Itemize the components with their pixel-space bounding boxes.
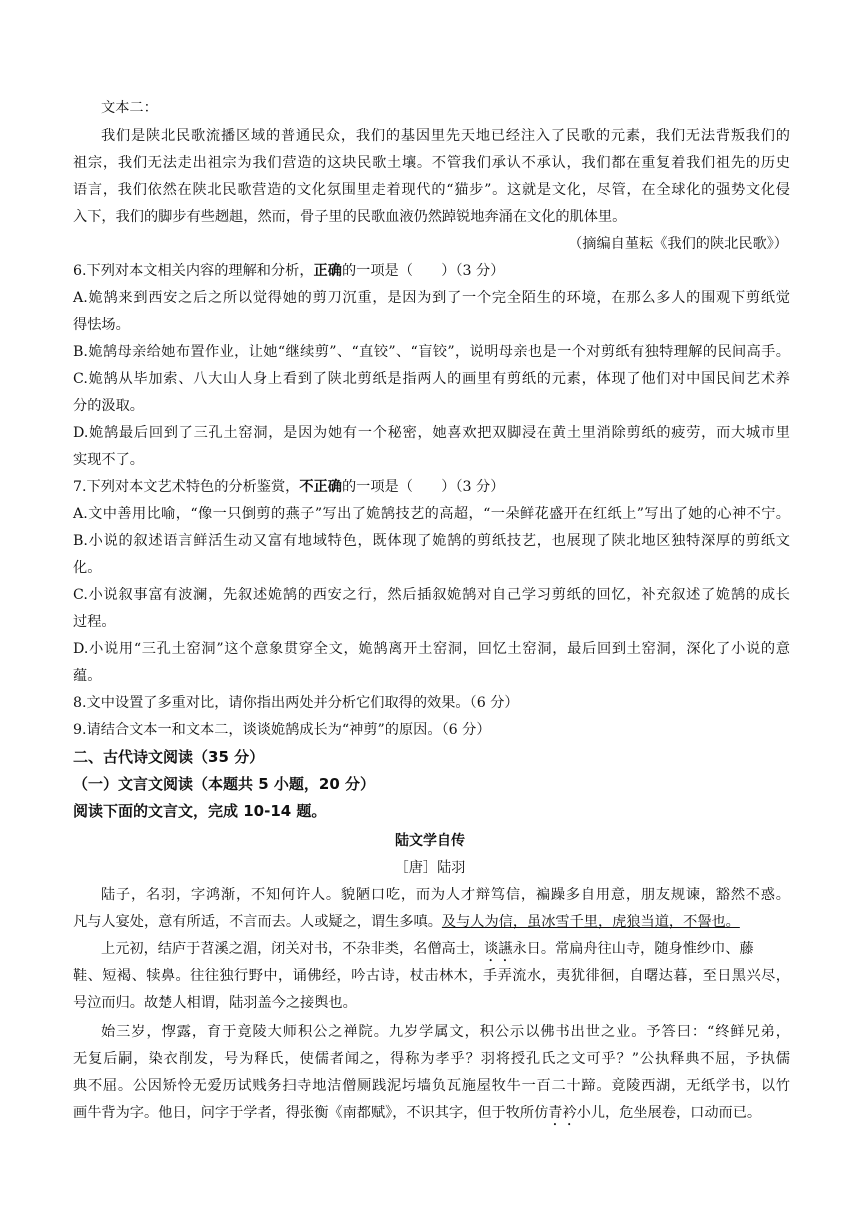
section-2-heading: 二、古代诗文阅读（35 分）	[73, 748, 265, 766]
subsection-1-heading: （一）文言文阅读（本题共 5 小题，20 分）	[73, 775, 375, 793]
text2-line-2: 祖宗，我们无法走出祖宗为我们营造的这块民歌土壤。不管我们承认不承认，我们都在重复着我们祖先的历史	[73, 155, 790, 171]
q8: 8.文中设置了多重对比，请你指出两处并分析它们取得的效果。（6 分）	[73, 695, 519, 711]
q7-stem-key: 不正确	[299, 479, 342, 495]
article-p2-line-2: 鞋、短褐、犊鼻。往往独行野中，诵佛经，吟古诗，杖击林木，手弄流水，夷犹徘徊，自曙达暮，至日黑兴尽，	[73, 968, 790, 984]
q6-stem: 6.下列对本文相关内容的理解和分析，正确的一项是（ ）（3 分）	[73, 263, 505, 279]
text2-heading: 文本二：	[101, 100, 158, 116]
article-author: ［唐］陆羽	[394, 860, 466, 876]
article-p2-line-1: 上元初，结庐于苕溪之湄，闭关对书，不杂非类，名僧高士，谈讌永日。常扁舟往山寺，随身惟纱巾、藤	[101, 941, 754, 957]
article-p1-line-1: 陆子，名羽，字鸿渐，不知何许人。貌陋口吃，而为人才辩笃信，褊躁多自用意，朋友规谏，豁然不惑。	[101, 887, 790, 903]
q6-option-d-line-2: 实现不了。	[73, 452, 144, 468]
q7-option-b-line-2: 化。	[73, 560, 102, 576]
q6-option-a-line-1: A.姽鹄来到西安之后之所以觉得她的剪刀沉重，是因为到了一个完全陌生的环境，在那么多人的围观下剪纸觉	[73, 290, 790, 306]
q7-option-c-line-2: 过程。	[73, 614, 116, 630]
article-p3-line-4: 画牛背为字。他日，问字于学者，得张衡《南都赋》，不识其字，但于牧所仿青衿小儿，危坐展卷，口动而已。	[73, 1105, 762, 1121]
q7-option-d-line-2: 蕴。	[73, 668, 102, 684]
article-title: 陆文学自传	[395, 833, 465, 849]
q6-option-b: B.姽鹄母亲给她布置作业，让她“继续剪”、“直铰”、“盲铰”，说明母亲也是一个对剪纸有独特理解的民间高手。	[73, 344, 790, 360]
text2-source: （摘编自堇耘《我们的陕北民歌》）	[568, 236, 788, 252]
reading-instruction: 阅读下面的文言文，完成 10-14 题。	[73, 802, 327, 820]
article-p3-line-3: 典不屈。公因矫怜无爱历试贱务扫寺地洁僧厕践泥圬墙负瓦施屋牧牛一百二十蹄。竟陵西湖，无纸学书，以竹	[73, 1078, 790, 1094]
underlined-sentence: 及与人为信，虽冰雪千里，虎狼当道，不諐也。	[441, 914, 740, 930]
q6-option-c-line-2: 分的汲取。	[73, 398, 144, 414]
q6-option-a-line-2: 得怯场。	[73, 317, 130, 333]
q9: 9.请结合文本一和文本二，谈谈姽鹄成长为“神剪”的原因。（6 分）	[73, 722, 491, 738]
q7-option-d-line-1: D.小说用“三孔土窑洞”这个意象贯穿全文，姽鹄离开土窑洞，回忆土窑洞，最后回到土窑洞，深化了小说的意	[73, 641, 790, 657]
q7-option-a: A.文中善用比喻，“像一只倒剪的燕子”写出了姽鹄技艺的高超，“一朵鲜花盛开在红纸上”写出了她的心神不宁。	[73, 506, 790, 522]
q7-option-b-line-1: B.小说的叙述语言鲜活生动又富有地域特色，既体现了姽鹄的剪纸技艺，也展现了陕北地区独特深厚的剪纸文	[73, 533, 790, 549]
text2-line-4: 入下，我们的脚步有些趔趄，然而，骨子里的民歌血液仍然踔锐地奔涌在文化的肌体里。	[73, 209, 627, 225]
q7-stem: 7.下列对本文艺术特色的分析鉴赏，不正确的一项是（ ）（3 分）	[73, 479, 505, 495]
text2-line-1: 我们是陕北民歌流播区域的普通民众，我们的基因里先天地已经注入了民歌的元素，我们无法背叛我们的	[101, 128, 790, 144]
article-p3-line-1: 始三岁，惸露，育于竟陵大师积公之禅院。九岁学属文，积公示以佛书出世之业。予答曰：“终鲜兄弟，	[101, 1024, 790, 1040]
q6-option-d-line-1: D.姽鹄最后回到了三孔土窑洞，是因为她有一个秘密，她喜欢把双脚浸在黄土里消除剪纸的疲劳，而大城市里	[73, 425, 790, 441]
article-p2-line-3: 号泣而归。故楚人相谓，陆羽盖今之接舆也。	[73, 995, 357, 1011]
article-p1-line-2: 凡与人宴处，意有所适，不言而去。人或疑之，谓生多嗔。及与人为信，虽冰雪千里，虎狼当道，不諐也。	[73, 914, 740, 930]
q7-option-c-line-1: C.小说叙事富有波澜，先叙述姽鹄的西安之行，然后插叙姽鹄对自己学习剪纸的回忆，补充叙述了姽鹄的成长	[73, 587, 790, 603]
emphasized-word: 青衿	[548, 1105, 577, 1121]
text2-line-3: 语言，我们依然在陕北民歌营造的文化氛围里走着现代的“猫步”。这就是文化，尽管，在全球化的强势文化侵	[73, 182, 790, 198]
article-p3-line-2: 无复后嗣，染衣削发，号为释氏，使儒者闻之，得称为孝乎？羽将授孔氏之文可乎？”公执释典不屈，予执儒	[73, 1051, 790, 1067]
emphasized-word: 谈讌	[484, 941, 513, 957]
q6-stem-key: 正确	[313, 263, 342, 279]
q6-option-c-line-1: C.姽鹄从毕加索、八大山人身上看到了陕北剪纸是指两人的画里有剪纸的元素，体现了他们对中国民间艺术养	[73, 371, 790, 387]
